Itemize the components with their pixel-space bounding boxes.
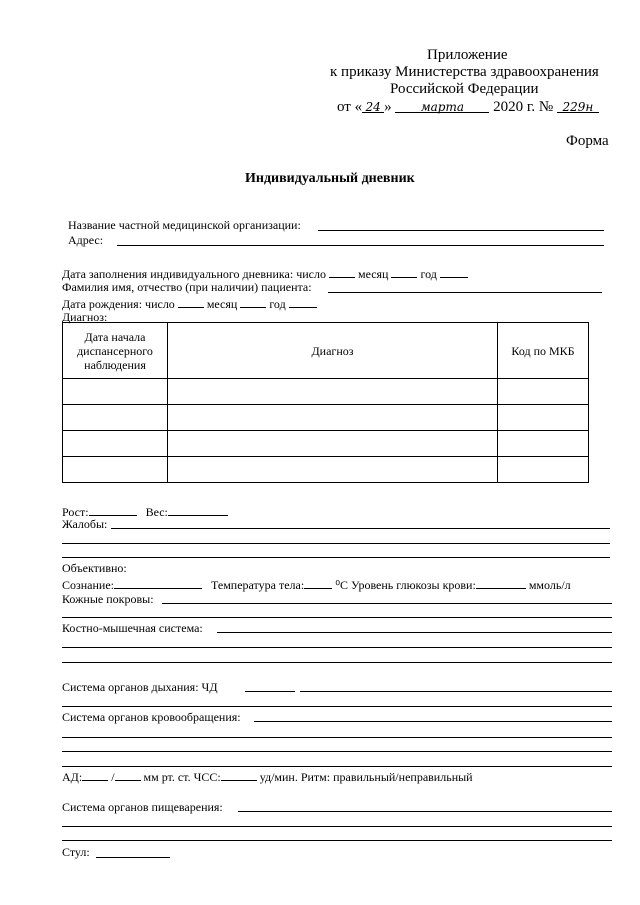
circ-field[interactable] <box>254 721 612 722</box>
glucose-unit: ммоль/л <box>528 578 571 592</box>
vitals-row <box>62 576 612 592</box>
col-icd-code: Код по МКБ <box>498 323 589 379</box>
date-quote: » <box>384 99 392 115</box>
header-date-line <box>337 100 599 114</box>
glucose-field[interactable] <box>476 576 526 589</box>
org-name-field[interactable] <box>318 230 604 231</box>
skin-label: Кожные покровы: <box>62 592 154 606</box>
patient-name-field[interactable] <box>328 292 602 293</box>
fill-month-field[interactable] <box>391 265 417 278</box>
circ-line-4[interactable] <box>62 766 612 767</box>
table-cell[interactable] <box>63 379 168 405</box>
table-cell[interactable] <box>498 457 589 483</box>
table-cell[interactable] <box>168 405 498 431</box>
complaints-label: Жалобы: <box>62 517 108 531</box>
bp-diastolic-field[interactable] <box>115 768 141 781</box>
birth-month-label: месяц <box>206 297 238 311</box>
complaints-line-2[interactable] <box>62 543 610 544</box>
hr-rhythm-label: уд/мин. Ритм: правильный/неправильный <box>259 770 473 784</box>
diagnosis-label: Диагноз: <box>62 310 108 324</box>
stool-label: Стул: <box>62 845 90 859</box>
glucose-label: Уровень глюкозы крови: <box>351 578 476 592</box>
form-label: Форма <box>566 133 609 149</box>
weight-field[interactable] <box>168 503 228 516</box>
circ-line-2[interactable] <box>62 737 612 738</box>
digest-field[interactable] <box>238 811 612 812</box>
table-cell[interactable] <box>63 405 168 431</box>
complaints-field[interactable] <box>111 528 610 529</box>
birth-date-row <box>62 295 317 311</box>
table-cell[interactable] <box>168 379 498 405</box>
table-cell[interactable] <box>63 431 168 457</box>
circ-line-3[interactable] <box>62 751 612 752</box>
table-cell[interactable] <box>63 457 168 483</box>
date-prefix: от « <box>337 99 363 115</box>
musculo-label: Костно-мышечная система: <box>62 621 203 635</box>
musculo-line-3[interactable] <box>62 662 612 663</box>
birth-month-field[interactable] <box>240 295 266 308</box>
date-month: марта <box>395 100 489 113</box>
bp-slash: / <box>111 770 115 784</box>
bp-unit: мм рт. ст. ЧСС: <box>143 770 221 784</box>
table-row <box>63 405 589 431</box>
circ-label: Система органов кровообращения: <box>62 710 241 724</box>
temperature-label: Температура тела: <box>211 578 305 592</box>
digest-line-2[interactable] <box>62 826 612 827</box>
table-cell[interactable] <box>498 379 589 405</box>
org-address-label: Адрес: <box>68 233 104 247</box>
fill-year-label: год <box>420 267 437 281</box>
col-diagnosis: Диагноз <box>168 323 498 379</box>
patient-name-label: Фамилия имя, отчество (при наличии) пациента: <box>62 280 312 294</box>
bp-row <box>62 768 473 784</box>
digest-line-3[interactable] <box>62 840 612 841</box>
birth-year-label: год <box>269 297 286 311</box>
skin-field[interactable] <box>162 603 612 604</box>
header-appendix: Приложение <box>427 47 508 63</box>
consciousness-field[interactable] <box>114 576 202 589</box>
diagnosis-table <box>62 322 589 483</box>
resp-label: Система органов дыхания: ЧД <box>62 680 218 694</box>
table-cell[interactable] <box>498 405 589 431</box>
temperature-field[interactable] <box>304 576 332 589</box>
digest-label: Система органов пищеварения: <box>62 800 223 814</box>
table-header-row <box>63 323 589 379</box>
header-federation: Российской Федерации <box>390 81 539 97</box>
consciousness-label: Сознание: <box>62 578 114 592</box>
page-title: Индивидуальный дневник <box>245 171 415 186</box>
bp-label: АД: <box>62 770 83 784</box>
table-row <box>63 457 589 483</box>
resp-field[interactable] <box>300 691 612 692</box>
weight-label: Вес: <box>145 505 168 519</box>
date-year: 2020 г. № <box>493 99 554 115</box>
height-label: Рост: <box>62 505 89 519</box>
table-row <box>63 431 589 457</box>
fill-date-row <box>62 265 468 281</box>
skin-line-2[interactable] <box>62 617 612 618</box>
fill-year-field[interactable] <box>440 265 468 278</box>
fill-date-label: Дата заполнения индивидуального дневника: число <box>62 267 326 281</box>
stool-field[interactable] <box>96 857 170 858</box>
date-day: 24 <box>362 100 384 113</box>
musculo-field[interactable] <box>217 632 612 633</box>
fill-day-field[interactable] <box>329 265 355 278</box>
order-number: 229н <box>557 100 599 113</box>
heart-rate-field[interactable] <box>221 768 257 781</box>
musculo-line-2[interactable] <box>62 647 612 648</box>
birth-day-label: Дата рождения: число <box>62 297 175 311</box>
objective-label: Объективно: <box>62 561 127 575</box>
complaints-line-3[interactable] <box>62 557 610 558</box>
bp-systolic-field[interactable] <box>82 768 108 781</box>
temperature-unit: ⁰С <box>335 578 349 592</box>
table-row <box>63 379 589 405</box>
table-cell[interactable] <box>168 457 498 483</box>
org-name-label: Название частной медицинской организации: <box>68 218 301 232</box>
birth-year-field[interactable] <box>289 295 317 308</box>
resp-line-2[interactable] <box>62 706 612 707</box>
birth-day-field[interactable] <box>178 295 204 308</box>
height-field[interactable] <box>89 503 137 516</box>
resp-rate-field[interactable] <box>245 691 295 692</box>
fill-month-label: месяц <box>357 267 389 281</box>
col-start-date: Дата начала диспансерного наблюдения <box>63 323 168 379</box>
table-cell[interactable] <box>168 431 498 457</box>
org-address-field[interactable] <box>117 245 604 246</box>
header-order: к приказу Министерства здравоохранения <box>330 64 599 80</box>
table-cell[interactable] <box>498 431 589 457</box>
